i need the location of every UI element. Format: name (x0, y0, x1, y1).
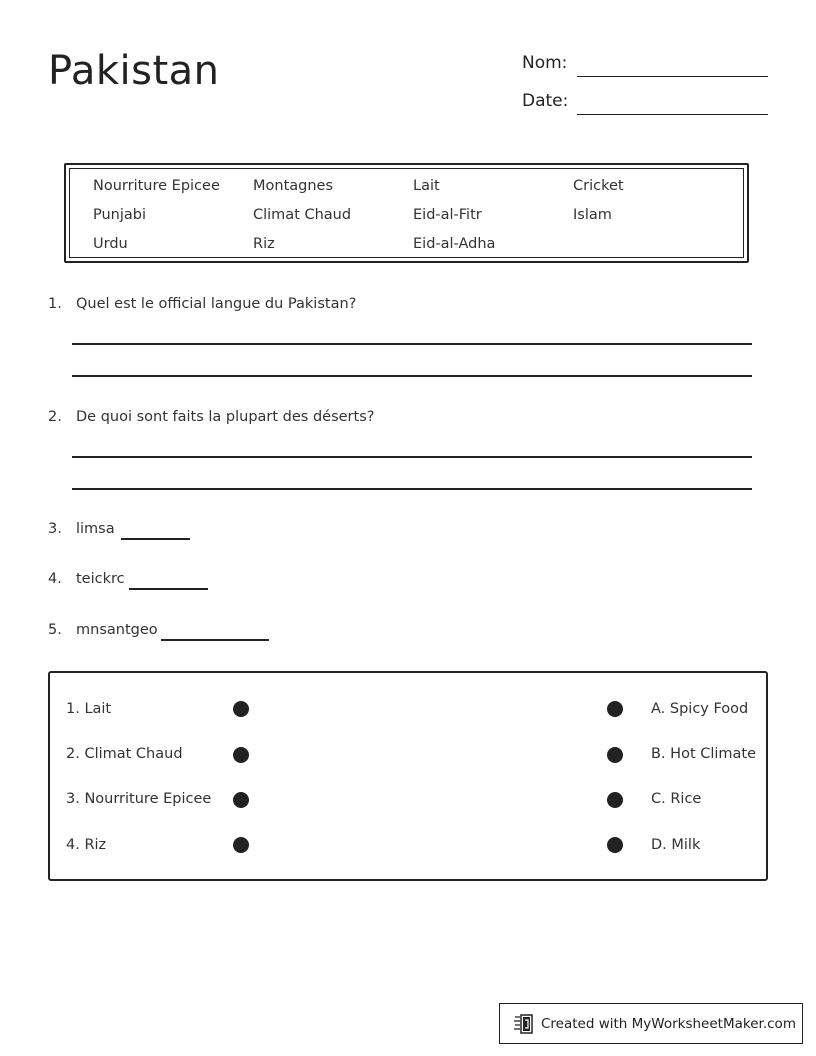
word-bank-item: Montagnes (253, 178, 334, 194)
scramble-blank[interactable] (161, 639, 269, 641)
question-number: 1. (48, 296, 62, 312)
word-bank-item: Punjabi (93, 207, 147, 223)
scrambled-word: mnsantgeo (76, 622, 158, 638)
question-number: 4. (48, 571, 62, 587)
match-left-item: 1. Lait (66, 701, 112, 717)
worksheet-maker-logo-icon (512, 1013, 534, 1035)
scramble-blank[interactable] (129, 588, 208, 590)
answer-line[interactable] (72, 343, 752, 345)
name-field (522, 53, 567, 73)
question-number: 3. (48, 521, 62, 537)
word-bank-item: Riz (253, 236, 275, 252)
question-text: Quel est le official langue du Pakistan? (76, 296, 357, 312)
question-number: 2. (48, 409, 62, 425)
name-label: Nom: (522, 53, 568, 73)
word-bank-item: Climat Chaud (253, 207, 352, 223)
match-left-dot[interactable] (233, 701, 249, 717)
page-title: Pakistan (48, 48, 220, 94)
word-bank-item: Urdu (93, 236, 128, 252)
match-left-item: 4. Riz (66, 837, 107, 853)
footer-badge[interactable] (499, 1003, 803, 1044)
matching-box (48, 671, 768, 881)
word-bank-item: Cricket (573, 178, 624, 194)
match-left-dot[interactable] (233, 792, 249, 808)
match-right-dot[interactable] (607, 747, 623, 763)
scramble-blank[interactable] (121, 538, 190, 540)
match-right-dot[interactable] (607, 792, 623, 808)
scrambled-word: limsa (76, 521, 115, 537)
date-field (522, 91, 568, 111)
date-line (577, 114, 768, 115)
word-bank-item: Nourriture Epicee (93, 178, 220, 194)
match-left-item: 3. Nourriture Epicee (66, 791, 212, 807)
word-bank-item: Eid-al-Adha (413, 236, 496, 252)
match-right-item: A. Spicy Food (651, 701, 749, 717)
name-line (577, 76, 768, 77)
question-number: 5. (48, 622, 62, 638)
word-bank-item: Islam (573, 207, 612, 223)
match-left-item: 2. Climat Chaud (66, 746, 183, 762)
date-label: Date: (522, 91, 569, 111)
match-right-item: B. Hot Climate (651, 746, 757, 762)
match-left-dot[interactable] (233, 837, 249, 853)
word-bank-item: Eid-al-Fitr (413, 207, 482, 223)
question-text: De quoi sont faits la plupart des déserts? (76, 409, 375, 425)
word-bank (64, 163, 749, 263)
word-bank-item: Lait (413, 178, 440, 194)
match-right-dot[interactable] (607, 701, 623, 717)
answer-line[interactable] (72, 456, 752, 458)
scrambled-word: teickrc (76, 571, 125, 587)
match-right-dot[interactable] (607, 837, 623, 853)
match-right-item: C. Rice (651, 791, 702, 807)
footer-text: Created with MyWorksheetMaker.com (541, 1016, 796, 1032)
answer-line[interactable] (72, 488, 752, 490)
answer-line[interactable] (72, 375, 752, 377)
match-left-dot[interactable] (233, 747, 249, 763)
match-right-item: D. Milk (651, 837, 701, 853)
